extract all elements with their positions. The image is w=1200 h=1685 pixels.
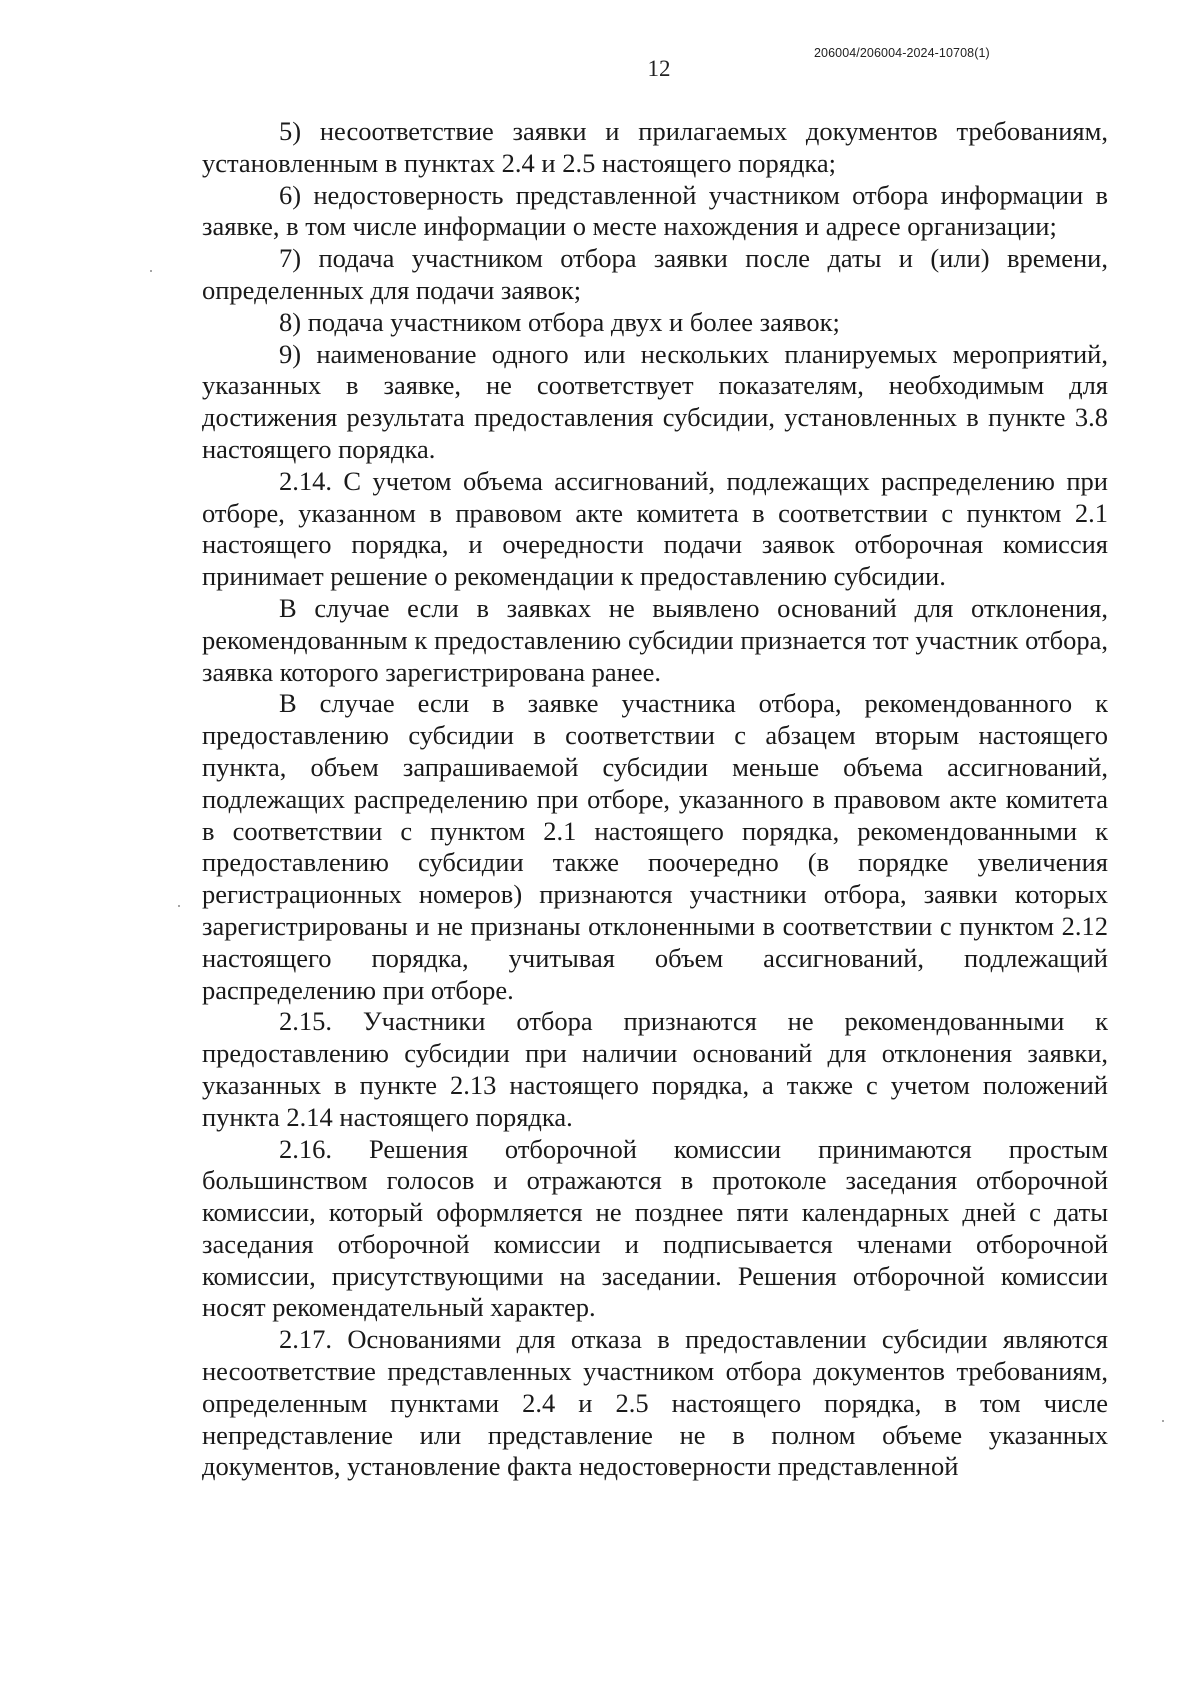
paragraph-clause-2-14-part-3: В случае если в заявке участника отбора, рекомендованного к предоставлению субсидии в соответствии с абзацем вторым настоящего пункта, объем запрашиваемой субсидии меньше объема ассигнований, подлежащих распределению при отборе, указанного в правовом акте комитета в соответствии с пунктом 2.1 настоящего порядка, рекомендованными к предоставлению субсидии также поочередно (в порядке увеличения регистрационных номеров) признаются участники отбора, заявки которых зарегистрированы и не признаны отклоненными в соответствии с пунктом 2.12 настоящего порядка, учитывая объем ассигнований, подлежащий распределению при отборе.: [202, 688, 1108, 1005]
scan-speck: [1162, 1420, 1164, 1422]
scan-speck: [150, 270, 152, 272]
paragraph-item-8: 8) подача участником отбора двух и более заявок;: [279, 306, 840, 337]
scan-speck: [178, 905, 180, 907]
document-body: [202, 116, 1108, 1483]
paragraph-clause-2-14-part-2: В случае если в заявках не выявлено оснований для отклонения, рекомендованным к предоставлению субсидии признается тот участник отбора, заявка которого зарегистрирована ранее.: [202, 592, 1108, 687]
paragraph-clause-2-14: 2.14. С учетом объема ассигнований, подлежащих распределению при отборе, указанном в правовом акте комитета в соответствии с пунктом 2.1 настоящего порядка, и очередности подачи заявок отборочная комиссия принимает решение о рекомендации к предоставлению субсидии.: [202, 465, 1108, 592]
paragraph-item-9: 9) наименование одного или нескольких планируемых мероприятий, указанных в заявке, не соответствует показателям, необходимым для достижения результата предоставления субсидии, установленных в пункте 3.8 настоящего порядка.: [202, 338, 1108, 464]
paragraph-item-7: 7) подача участником отбора заявки после даты и (или) времени, определенных для подачи заявок;: [202, 243, 1108, 305]
paragraph-clause-2-15: 2.15. Участники отбора признаются не рекомендованными к предоставлению субсидии при наличии оснований для отклонения заявки, указанных в пункте 2.13 настоящего порядка, а также с учетом положений пункта 2.14 настоящего порядка.: [202, 1006, 1108, 1132]
page-number: 12: [647, 56, 671, 81]
paragraph-clause-2-16: 2.16. Решения отборочной комиссии принимаются простым большинством голосов и отражаются в протоколе заседания отборочной комиссии, который оформляется не позднее пяти календарных дней с даты заседания отборочной комиссии и подписывается членами отборочной комиссии, присутствующими на заседании. Решения отборочной комиссии носят рекомендательный характер.: [202, 1133, 1108, 1323]
paragraph-item-5: 5) несоответствие заявки и прилагаемых документов требованиям, установленным в пунктах 2.4 и 2.5 настоящего порядка;: [202, 116, 1108, 178]
paragraph-clause-2-17: 2.17. Основаниями для отказа в предоставлении субсидии являются несоответствие представленных участником отбора документов требованиям, определенным пунктами 2.4 и 2.5 настоящего порядка, в том числе непредставление или представление не в полном объеме указанных документов, установление факта недостоверности представленной: [202, 1324, 1108, 1482]
document-id: 206004/206004-2024-10708(1): [814, 46, 990, 60]
paragraph-item-6: 6) недостоверность представленной участником отбора информации в заявке, в том числе информации о месте нахождения и адресе организации;: [202, 179, 1108, 242]
